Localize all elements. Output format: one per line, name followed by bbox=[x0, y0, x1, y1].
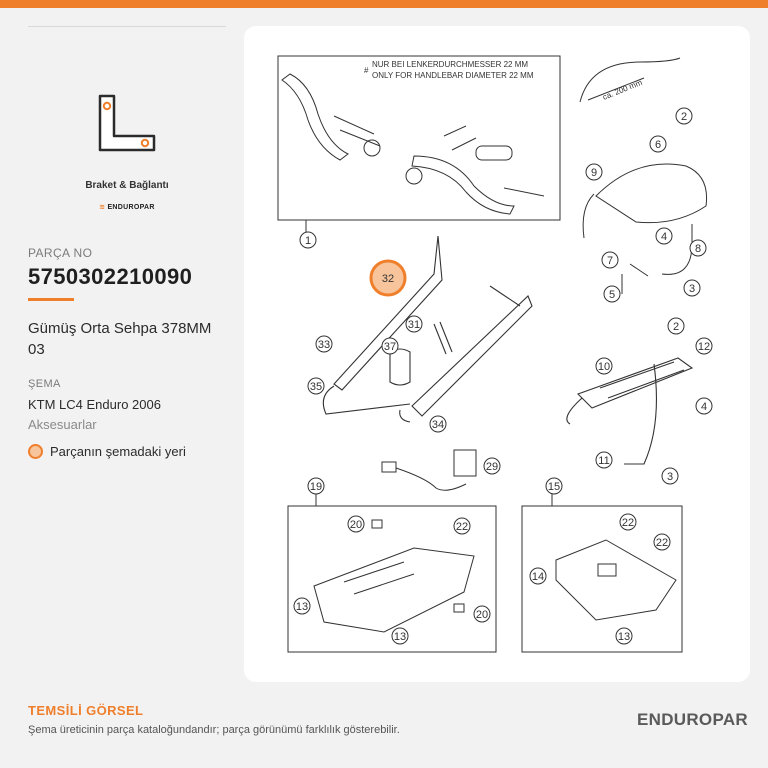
legend-text: Parçanın şemadaki yeri bbox=[50, 444, 186, 459]
callout-3-label-right: 3 bbox=[666, 471, 674, 483]
dimension-label: ca. 200 mm bbox=[601, 77, 644, 102]
callout-10-label: 10 bbox=[597, 361, 611, 373]
callout-14-label: 14 bbox=[531, 571, 545, 583]
part-name: Gümüş Orta Sehpa 378MM 03 bbox=[28, 320, 212, 358]
diagram-card bbox=[244, 26, 750, 682]
callout-37-label: 37 bbox=[383, 341, 397, 353]
note-line-1: NUR BEI LENKERDURCHMESSER 22 MM bbox=[372, 60, 529, 69]
schema-label: ŞEMA bbox=[28, 378, 61, 390]
callout-29-label: 29 bbox=[485, 461, 499, 473]
callout-33-label: 33 bbox=[317, 339, 331, 351]
callout-22-label-left: 22 bbox=[455, 521, 469, 533]
callout-4-label-right: 4 bbox=[700, 401, 708, 413]
callout-20-label-top: 20 bbox=[349, 519, 363, 531]
callout-22-label-right: 22 bbox=[655, 537, 669, 549]
top-divider bbox=[28, 26, 226, 27]
callout-31-label: 31 bbox=[407, 319, 421, 331]
callout-6-label: 6 bbox=[654, 139, 662, 151]
callout-22-label-right-top: 22 bbox=[621, 517, 635, 529]
callout-9-label: 9 bbox=[590, 167, 598, 179]
schema-category: Aksesuarlar bbox=[28, 417, 97, 432]
callout-5-label: 5 bbox=[608, 289, 616, 301]
note-line-2: ONLY FOR HANDLEBAR DIAMETER 22 MM bbox=[372, 71, 534, 80]
callout-20-label-bottom: 20 bbox=[475, 609, 489, 621]
callout-8-label: 8 bbox=[694, 243, 702, 255]
note-hash-icon: # bbox=[364, 66, 369, 75]
highlight-dot-icon bbox=[28, 444, 43, 459]
footer-title: TEMSİLİ GÖRSEL bbox=[28, 703, 144, 718]
callout-35-label: 35 bbox=[309, 381, 323, 393]
callout-13-label-right: 13 bbox=[617, 631, 631, 643]
logo-mark-icon: ≋ bbox=[99, 204, 106, 211]
callout-19-label: 19 bbox=[309, 481, 323, 493]
accent-underline bbox=[28, 298, 74, 301]
callout-1-label: 1 bbox=[304, 235, 312, 247]
schema-model: KTM LC4 Enduro 2006 bbox=[28, 397, 161, 412]
callout-13-label-left: 13 bbox=[295, 601, 309, 613]
parts-diagram bbox=[244, 26, 750, 682]
highlight-callout-label: 32 bbox=[381, 273, 395, 285]
footer-brand: ENDUROPAR bbox=[636, 710, 748, 729]
callout-3-label-top: 3 bbox=[688, 283, 696, 295]
category-label: Braket & Bağlantı bbox=[85, 180, 169, 191]
callout-4-label-top: 4 bbox=[660, 231, 668, 243]
category-card bbox=[28, 58, 226, 211]
callout-34-label: 34 bbox=[431, 419, 445, 431]
callout-13-label-center: 13 bbox=[393, 631, 407, 643]
callout-15-label: 15 bbox=[547, 481, 561, 493]
footer-note: Şema üreticinin parça kataloğundandır; parça görünümü farklılık gösterebilir. bbox=[28, 724, 400, 736]
part-number: 5750302210090 bbox=[28, 264, 193, 289]
bracket-icon bbox=[92, 88, 162, 158]
callout-11-label: 11 bbox=[598, 455, 610, 467]
callout-7-label: 7 bbox=[606, 255, 614, 267]
legend bbox=[28, 444, 186, 459]
top-accent-bar bbox=[0, 0, 768, 8]
small-logo-text: ENDUROPAR bbox=[107, 204, 155, 211]
enduropar-small-logo bbox=[28, 203, 226, 211]
callout-12-label: 12 bbox=[697, 341, 711, 353]
callout-2-label-right: 2 bbox=[672, 321, 680, 333]
part-number-label: PARÇA NO bbox=[28, 246, 93, 260]
callout-2-label: 2 bbox=[680, 111, 688, 123]
